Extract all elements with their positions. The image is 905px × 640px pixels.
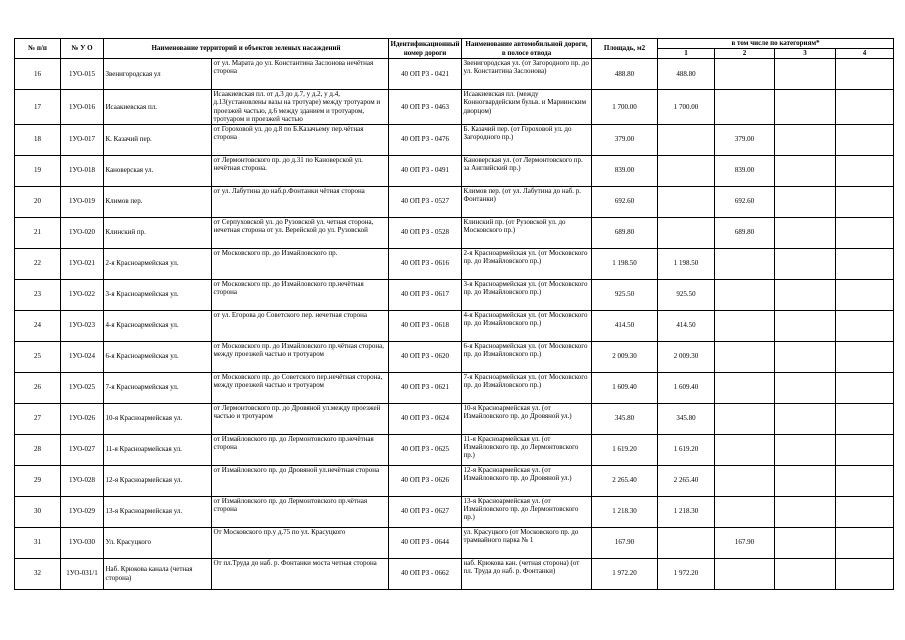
cell-location-description: Исаакиевская пл. от д.3 до д.7, у д.2, у д.4, д.13(установлены вазы на тротуаре) между тротуаром и проезжей частью, д.6 между зданием и тротуаром, тротуаром и проезжей частью <box>212 90 389 125</box>
cell-location-description: от Измайловского пр. до Дровяной ул.нечётная сторона <box>212 465 389 496</box>
cell-category-4 <box>836 155 894 186</box>
table-row <box>15 124 894 155</box>
cell-row-number: 19 <box>15 155 61 186</box>
cell-area: 488.80 <box>592 59 658 90</box>
table-row <box>15 217 894 248</box>
cell-category-4 <box>836 90 894 125</box>
cell-row-number: 23 <box>15 279 61 310</box>
header-categories: в том числе по категориям* <box>658 39 894 49</box>
cell-category-3 <box>775 465 836 496</box>
table-row <box>15 527 894 558</box>
cell-location-description: От Московского пр.у д.75 по ул. Красуцкого <box>212 527 389 558</box>
cell-road-id: 40 ОП РЗ - 0624 <box>389 403 462 434</box>
cell-category-4 <box>836 465 894 496</box>
cell-uo-number: 1УО-016 <box>61 90 104 125</box>
cell-territory-name: 4-я Красноармейская ул. <box>104 310 212 341</box>
table-row <box>15 434 894 465</box>
cell-area: 1 972.20 <box>592 558 658 589</box>
table-row <box>15 341 894 372</box>
cell-category-2 <box>715 372 775 403</box>
cell-category-2 <box>715 403 775 434</box>
cell-territory-name: К. Казачий пер. <box>104 124 212 155</box>
cell-territory-name: Климов пер. <box>104 186 212 217</box>
cell-uo-number: 1УО-025 <box>61 372 104 403</box>
cell-road-id: 40 ОП РЗ - 0618 <box>389 310 462 341</box>
cell-location-description: От пл.Труда до наб. р. Фонтанки моста четная сторона <box>212 558 389 589</box>
cell-area: 689.80 <box>592 217 658 248</box>
cell-category-2 <box>715 310 775 341</box>
cell-territory-name: 12-я Красноармейская ул. <box>104 465 212 496</box>
cell-category-3 <box>775 403 836 434</box>
cell-row-number: 30 <box>15 496 61 527</box>
cell-category-3 <box>775 217 836 248</box>
cell-territory-name: 7-я Красноармейская ул. <box>104 372 212 403</box>
cell-road-id: 40 ОП РЗ - 0621 <box>389 372 462 403</box>
cell-category-1: 1 218.30 <box>658 496 715 527</box>
cell-category-1: 1 198.50 <box>658 248 715 279</box>
cell-territory-name: Наб. Крюкова канала (четная сторона) <box>104 558 212 589</box>
cell-category-1: 1 609.40 <box>658 372 715 403</box>
cell-row-number: 17 <box>15 90 61 125</box>
table-row <box>15 248 894 279</box>
cell-territory-name: Звенигородская ул <box>104 59 212 90</box>
cell-category-1 <box>658 186 715 217</box>
cell-category-1: 925.50 <box>658 279 715 310</box>
cell-road-id: 40 ОП РЗ - 0527 <box>389 186 462 217</box>
cell-territory-name: Кановерская ул. <box>104 155 212 186</box>
table-row <box>15 496 894 527</box>
cell-road-id: 40 ОП РЗ - 0476 <box>389 124 462 155</box>
cell-category-4 <box>836 403 894 434</box>
cell-category-4 <box>836 527 894 558</box>
cell-category-1 <box>658 217 715 248</box>
cell-uo-number: 1УО-029 <box>61 496 104 527</box>
cell-uo-number: 1УО-021 <box>61 248 104 279</box>
cell-row-number: 27 <box>15 403 61 434</box>
cell-road-id: 40 ОП РЗ - 0662 <box>389 558 462 589</box>
cell-location-description: от Московского пр. до Измайловского пр. <box>212 248 389 279</box>
table-body <box>15 59 894 590</box>
cell-road-name: Звенигородская ул. (от Загородного пр. до ул. Константина Заслонова) <box>462 59 592 90</box>
cell-category-4 <box>836 558 894 589</box>
cell-location-description: от Лермонтовского пр. до д.31 по Кановерской ул. нечётная сторона. <box>212 155 389 186</box>
cell-category-3 <box>775 310 836 341</box>
cell-uo-number: 1УО-020 <box>61 217 104 248</box>
cell-area: 379.00 <box>592 124 658 155</box>
cell-category-3 <box>775 155 836 186</box>
cell-area: 414.50 <box>592 310 658 341</box>
cell-row-number: 21 <box>15 217 61 248</box>
cell-road-id: 40 ОП РЗ - 0528 <box>389 217 462 248</box>
table-row <box>15 155 894 186</box>
cell-category-3 <box>775 527 836 558</box>
cell-category-2: 167.90 <box>715 527 775 558</box>
cell-location-description: от Московского пр. до Измайловского пр.нечётная сторона <box>212 279 389 310</box>
header-uo: № У О <box>61 39 104 59</box>
table-row <box>15 186 894 217</box>
cell-category-4 <box>836 217 894 248</box>
cell-category-3 <box>775 279 836 310</box>
cell-location-description: от Московского пр. до Советского пер.нечётная сторона, между проезжей частью и тротуаром <box>212 372 389 403</box>
cell-row-number: 29 <box>15 465 61 496</box>
cell-location-description: от Гороховой ул. до д.8 по Б.Казачьему пер.чётная сторона <box>212 124 389 155</box>
cell-uo-number: 1УО-019 <box>61 186 104 217</box>
cell-road-name: 13-я Красноармейская ул. (от Измайловского пр. до Лермонтовского пр.) <box>462 496 592 527</box>
cell-road-name: Кановерская ул. (от Лермонтовского пр. за Английский пр.) <box>462 155 592 186</box>
cell-uo-number: 1УО-015 <box>61 59 104 90</box>
header-name: Наименование территорий и объектов зеленых насаждений <box>104 39 389 59</box>
cell-uo-number: 1УО-023 <box>61 310 104 341</box>
cell-area: 839.00 <box>592 155 658 186</box>
header-cat-3: 3 <box>775 49 836 59</box>
cell-road-id: 40 ОП РЗ - 0625 <box>389 434 462 465</box>
cell-uo-number: 1УО-027 <box>61 434 104 465</box>
cell-category-1 <box>658 124 715 155</box>
table-row <box>15 372 894 403</box>
cell-road-name: наб. Крюкова кан. (четная сторона) (от пл. Труда до наб. р. Фонтанки) <box>462 558 592 589</box>
cell-road-name: 4-я Красноармейская ул. (от Московского пр. до Измайловского пр.) <box>462 310 592 341</box>
table-row <box>15 279 894 310</box>
cell-category-4 <box>836 59 894 90</box>
cell-road-id: 40 ОП РЗ - 0627 <box>389 496 462 527</box>
cell-location-description: от Московского пр. до Измайловского пр.чётная сторона, между проезжей частью и тротуаром <box>212 341 389 372</box>
table-row <box>15 558 894 589</box>
cell-category-2: 379.00 <box>715 124 775 155</box>
cell-road-name: ул. Красуцкого (от Московского пр. до трамвайного парка № 1 <box>462 527 592 558</box>
cell-location-description: от ул. Лабутина до наб.р.Фонтанки чётная сторона <box>212 186 389 217</box>
cell-road-name: 3-я Красноармейская ул. (от Московского пр. до Измайловского пр.) <box>462 279 592 310</box>
cell-road-id: 40 ОП РЗ - 0644 <box>389 527 462 558</box>
cell-area: 2 265.40 <box>592 465 658 496</box>
cell-row-number: 28 <box>15 434 61 465</box>
cell-category-2 <box>715 341 775 372</box>
cell-category-3 <box>775 248 836 279</box>
cell-category-2 <box>715 496 775 527</box>
cell-road-name: 11-я Красноармейская ул. (от Измайловского пр. до Лермонтовского пр.) <box>462 434 592 465</box>
table-row <box>15 59 894 90</box>
cell-territory-name: Исаакиевская пл. <box>104 90 212 125</box>
cell-uo-number: 1УО-026 <box>61 403 104 434</box>
cell-category-1: 1 700.00 <box>658 90 715 125</box>
cell-area: 2 009.30 <box>592 341 658 372</box>
header-area: Площадь, м2 <box>592 39 658 59</box>
cell-category-1: 1 972.20 <box>658 558 715 589</box>
cell-territory-name: Ул. Красуцкого <box>104 527 212 558</box>
cell-category-1: 2 009.30 <box>658 341 715 372</box>
cell-uo-number: 1УО-018 <box>61 155 104 186</box>
cell-area: 1 198.50 <box>592 248 658 279</box>
cell-category-3 <box>775 186 836 217</box>
cell-category-4 <box>836 124 894 155</box>
cell-category-2 <box>715 465 775 496</box>
cell-category-2 <box>715 558 775 589</box>
cell-category-4 <box>836 372 894 403</box>
cell-uo-number: 1УО-022 <box>61 279 104 310</box>
cell-road-name: 12-я Красноармейская ул. (от Измайловского пр. до Дровяной ул.) <box>462 465 592 496</box>
cell-category-4 <box>836 310 894 341</box>
cell-road-name: Исаакиевская пл. (между Конногвардейским бульв. и Мариинским дворцом) <box>462 90 592 125</box>
table-row <box>15 465 894 496</box>
cell-road-id: 40 ОП РЗ - 0421 <box>389 59 462 90</box>
cell-category-2 <box>715 248 775 279</box>
green-spaces-table <box>14 38 894 590</box>
cell-row-number: 31 <box>15 527 61 558</box>
cell-category-4 <box>836 279 894 310</box>
cell-category-2 <box>715 59 775 90</box>
cell-area: 1 619.20 <box>592 434 658 465</box>
cell-category-1: 414.50 <box>658 310 715 341</box>
cell-uo-number: 1УО-030 <box>61 527 104 558</box>
cell-road-name: 6-я Красноармейская ул. (от Московского пр. до Измайловского пр.) <box>462 341 592 372</box>
cell-location-description: от Измайловского пр. до Лермонтовского пр.чётная сторона <box>212 496 389 527</box>
cell-road-id: 40 ОП РЗ - 0616 <box>389 248 462 279</box>
cell-territory-name: 2-я Красноармейская ул. <box>104 248 212 279</box>
cell-category-1: 2 265.40 <box>658 465 715 496</box>
cell-category-3 <box>775 372 836 403</box>
cell-uo-number: 1УО-031/1 <box>61 558 104 589</box>
cell-road-name: Клинский пр. (от Рузовской ул. до Московского пр.) <box>462 217 592 248</box>
cell-road-name: Климов пер. (от ул. Лабутина до наб. р. Фонтанки) <box>462 186 592 217</box>
cell-territory-name: 10-я Красноармейская ул. <box>104 403 212 434</box>
cell-location-description: от Лермонтовского пр. до Дровяной ул.между проезжей частью и тротуаром <box>212 403 389 434</box>
cell-category-4 <box>836 248 894 279</box>
cell-territory-name: 3-я Красноармейская ул. <box>104 279 212 310</box>
cell-category-3 <box>775 434 836 465</box>
cell-road-id: 40 ОП РЗ - 0463 <box>389 90 462 125</box>
cell-category-1 <box>658 155 715 186</box>
cell-uo-number: 1УО-028 <box>61 465 104 496</box>
cell-row-number: 26 <box>15 372 61 403</box>
cell-row-number: 24 <box>15 310 61 341</box>
table-row <box>15 90 894 125</box>
header-row <box>15 39 894 49</box>
cell-area: 692.60 <box>592 186 658 217</box>
cell-territory-name: Клинский пр. <box>104 217 212 248</box>
cell-territory-name: 11-я Красноармейская ул. <box>104 434 212 465</box>
cell-category-3 <box>775 558 836 589</box>
header-num: № п/п <box>15 39 61 59</box>
cell-area: 1 700.00 <box>592 90 658 125</box>
cell-row-number: 22 <box>15 248 61 279</box>
cell-territory-name: 13-я Красноармейская ул. <box>104 496 212 527</box>
header-cat-1: 1 <box>658 49 715 59</box>
cell-road-name: 2-я Красноармейская ул. (от Московского пр. до Измайловского пр.) <box>462 248 592 279</box>
cell-road-id: 40 ОП РЗ - 0617 <box>389 279 462 310</box>
cell-category-2 <box>715 434 775 465</box>
cell-category-3 <box>775 124 836 155</box>
cell-category-2: 692.60 <box>715 186 775 217</box>
cell-area: 1 218.30 <box>592 496 658 527</box>
cell-road-id: 40 ОП РЗ - 0491 <box>389 155 462 186</box>
cell-category-4 <box>836 186 894 217</box>
header-cat-4: 4 <box>836 49 894 59</box>
table-row <box>15 403 894 434</box>
cell-category-1: 1 619.20 <box>658 434 715 465</box>
cell-category-1 <box>658 527 715 558</box>
header-id: Идентификационный номер дороги <box>390 40 460 57</box>
table-row <box>15 310 894 341</box>
cell-area: 1 609.40 <box>592 372 658 403</box>
cell-uo-number: 1УО-024 <box>61 341 104 372</box>
cell-location-description: от ул. Егорова до Советского пер. нечетная сторона <box>212 310 389 341</box>
cell-category-3 <box>775 341 836 372</box>
cell-road-name: Б. Казачий пер. (от Гороховой ул. до Загородного пр.) <box>462 124 592 155</box>
cell-uo-number: 1УО-017 <box>61 124 104 155</box>
cell-category-3 <box>775 496 836 527</box>
cell-area: 925.50 <box>592 279 658 310</box>
cell-road-name: 7-я Красноармейская ул. (от Московского пр. до Измайловского пр.) <box>462 372 592 403</box>
cell-category-1: 488.80 <box>658 59 715 90</box>
cell-row-number: 20 <box>15 186 61 217</box>
cell-location-description: от Измайловского пр. до Лермонтовского пр.нечётная сторона <box>212 434 389 465</box>
cell-row-number: 16 <box>15 59 61 90</box>
cell-row-number: 18 <box>15 124 61 155</box>
cell-road-id: 40 ОП РЗ - 0626 <box>389 465 462 496</box>
cell-area: 167.90 <box>592 527 658 558</box>
cell-category-4 <box>836 434 894 465</box>
header-road: Наименование автомобильной дороги, в полосе отвода <box>462 39 592 59</box>
cell-area: 345.80 <box>592 403 658 434</box>
cell-location-description: от Серпуховской ул. до Рузовской ул. четная сторона, нечетная сторона от ул. Верейской до ул. Рузовской <box>212 217 389 248</box>
cell-territory-name: 6-я Красноармейская ул. <box>104 341 212 372</box>
cell-category-3 <box>775 59 836 90</box>
cell-category-2 <box>715 279 775 310</box>
cell-category-4 <box>836 341 894 372</box>
cell-road-name: 10-я Красноармейская ул. (от Измайловского пр. до Дровяной ул.) <box>462 403 592 434</box>
cell-category-2: 689.80 <box>715 217 775 248</box>
cell-category-2: 839.00 <box>715 155 775 186</box>
header-cat-2: 2 <box>715 49 775 59</box>
cell-category-2 <box>715 90 775 125</box>
cell-category-4 <box>836 496 894 527</box>
cell-category-1: 345.80 <box>658 403 715 434</box>
cell-row-number: 32 <box>15 558 61 589</box>
cell-row-number: 25 <box>15 341 61 372</box>
cell-road-id: 40 ОП РЗ - 0620 <box>389 341 462 372</box>
cell-location-description: от ул. Марата до ул. Константина Заслонова нечётная сторона <box>212 59 389 90</box>
cell-category-3 <box>775 90 836 125</box>
